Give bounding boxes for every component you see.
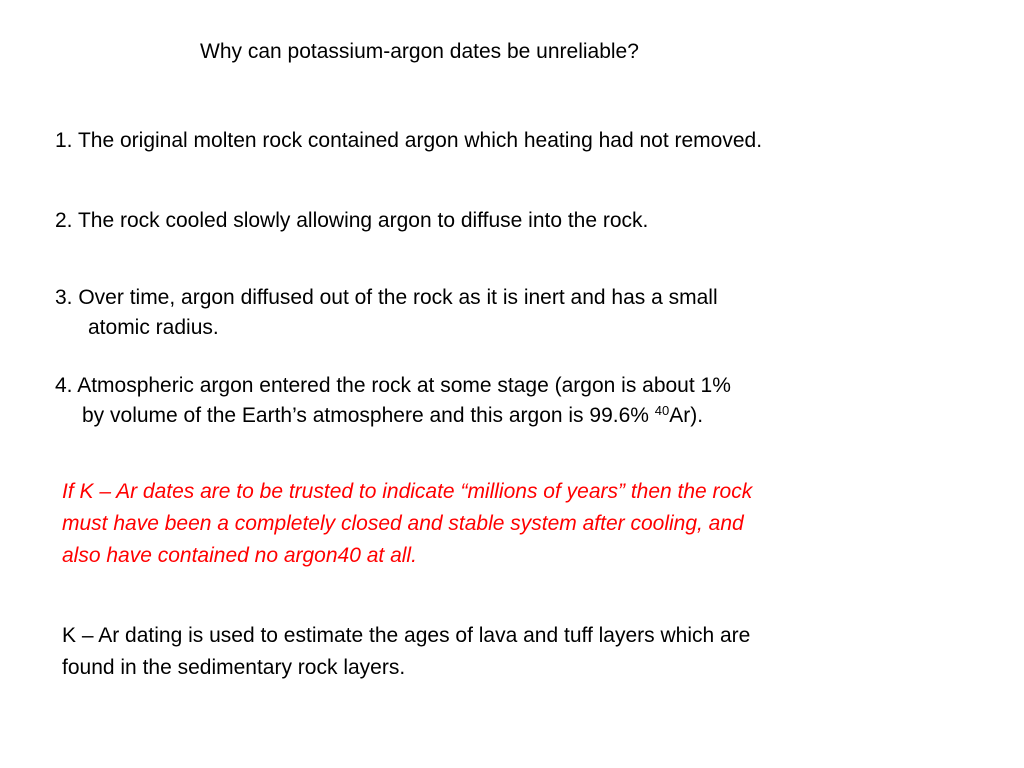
slide-title: Why can potassium-argon dates be unreliable?	[200, 40, 639, 63]
point-4-line-2	[82, 399, 703, 433]
argon-mass-number: 40	[654, 403, 670, 418]
note-line-2: found in the sedimentary rock layers.	[62, 656, 406, 679]
point-4-line-2-end: Ar).	[669, 404, 704, 427]
point-3-line-2: atomic radius.	[88, 316, 219, 339]
point-2: 2. The rock cooled slowly allowing argon to diffuse into the rock.	[55, 209, 649, 232]
point-4-line-2-text: by volume of the Earth’s atmosphere and this argon is 99.6%	[82, 404, 655, 427]
warning-paragraph	[62, 476, 942, 572]
note-line-1: K – Ar dating is used to estimate the ages of lava and tuff layers which are	[62, 624, 751, 647]
point-1: 1. The original molten rock contained argon which heating had not removed.	[55, 129, 763, 152]
point-3-line-1: 3. Over time, argon diffused out of the rock as it is inert and has a small	[55, 286, 718, 309]
warning-line-1: If K – Ar dates are to be trusted to indicate “millions of years” then the rock	[62, 480, 753, 503]
warning-line-3: also have contained no argon40 at all.	[62, 544, 417, 567]
note-paragraph	[62, 620, 942, 684]
warning-line-2: must have been a completely closed and stable system after cooling, and	[62, 512, 744, 535]
point-4-line-1: 4. Atmospheric argon entered the rock at some stage (argon is about 1%	[55, 374, 731, 397]
